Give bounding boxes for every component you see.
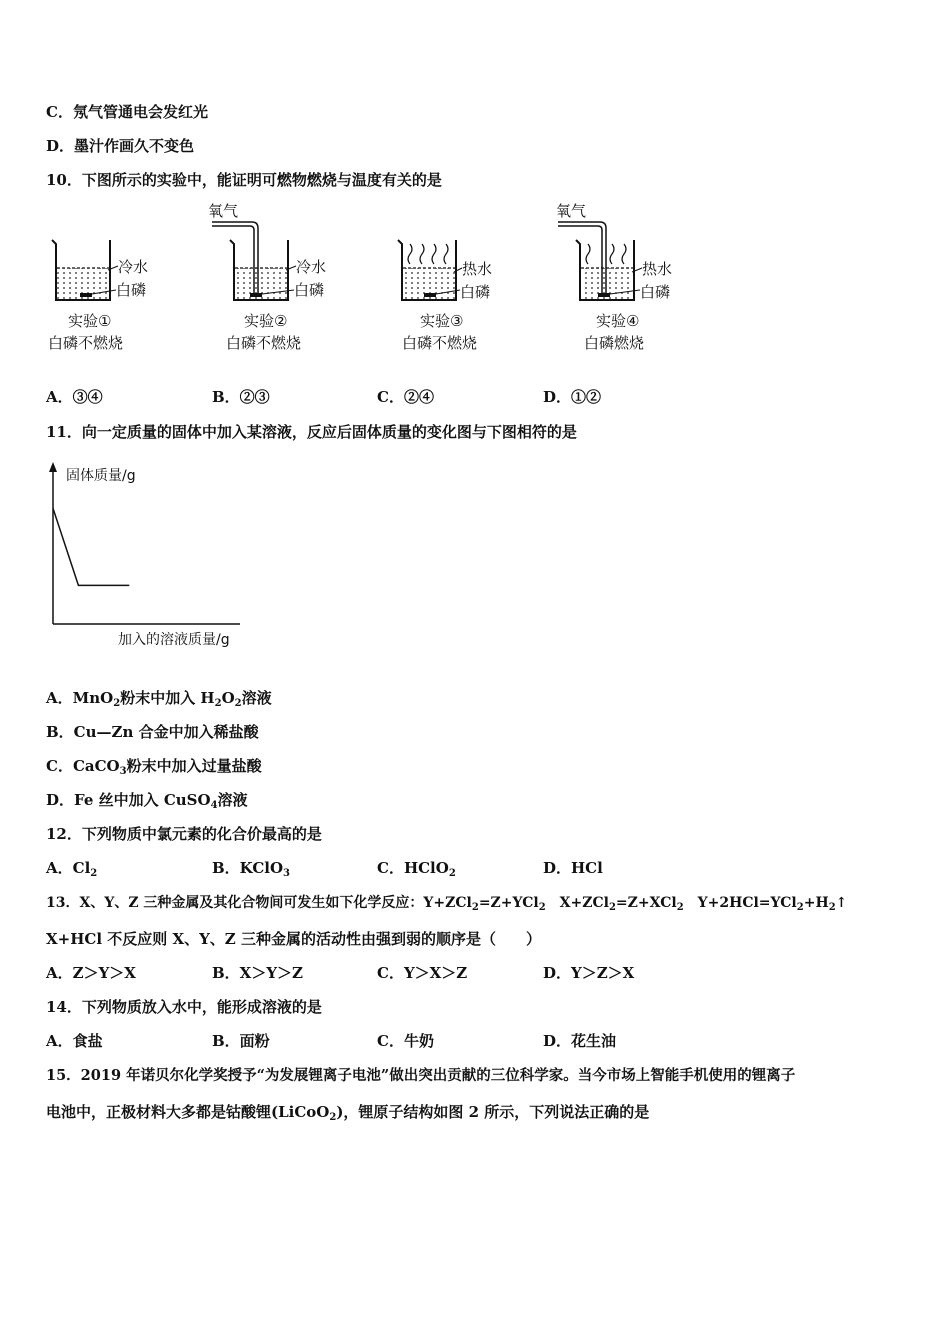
beaker-1 [48,240,148,352]
label-cold-water-2: 冷水 [296,258,327,276]
label-hot-water-4: 热水 [642,260,673,278]
steam-icon [408,244,448,264]
label-oxygen-2: 氧气 [208,202,239,220]
label-result-1: 白磷不燃烧 [48,334,124,352]
label-white-phosphorus-3: 白磷 [460,283,491,301]
q10-stem: 10．下图所示的实验中，能证明可燃物燃烧与温度有关的是 [46,171,442,189]
label-white-phosphorus-2: 白磷 [294,281,325,299]
q14-option-b: B．面粉 [212,1032,270,1050]
label-white-phosphorus-4: 白磷 [640,283,671,301]
q14-option-a: A．食盐 [46,1032,103,1050]
q11-stem: 11．向一定质量的固体中加入某溶液，反应后固体质量的变化图与下图相符的是 [46,423,577,441]
q12-stem: 12．下列物质中氯元素的化合价最高的是 [46,825,322,843]
q11-chart [40,456,260,656]
q13-option-b: B．X＞Y＞Z [212,964,303,982]
q11-option-b: B．Cu—Zn 合金中加入稀盐酸 [46,723,259,741]
q12-option-a: A．$Cl_2$ [46,859,98,879]
q10-option-d: D．①② [543,388,602,406]
white-phosphorus-mark [80,293,92,297]
white-phosphorus-mark [424,293,436,297]
label-result-2: 白磷不燃烧 [226,334,302,352]
white-phosphorus-mark [250,293,262,297]
q10-option-c: C．②④ [377,388,434,406]
y-axis-arrow-icon [49,462,57,472]
beaker-4 [556,202,672,352]
q12-option-d: D．HCl [543,859,603,877]
q14-option-d: D．花生油 [543,1032,617,1050]
q12-option-b: B．KClO$_3$ [212,859,290,879]
label-exp-4: 实验④ [596,312,640,330]
solid-mass-line [53,508,129,585]
q13-stem-line2: X+HCl 不反应则 X、Y、Z 三种金属的活动性由强到弱的顺序是（ ） [46,930,541,948]
q14-option-c: C．牛奶 [377,1032,434,1050]
q11-option-a: A．MnO$_2$粉末中加入 $H_2O_2$溶液 [46,689,272,709]
beaker-2 [208,202,326,352]
label-exp-3: 实验③ [420,312,464,330]
q10-experiment-figure [44,196,704,356]
label-oxygen-4: 氧气 [556,202,587,220]
label-result-3: 白磷不燃烧 [402,334,478,352]
q13-option-a: A．Z＞Y＞X [46,964,136,982]
label-cold-water-1: 冷水 [118,258,149,276]
q9-option-d: D．墨汁作画久不变色 [46,137,195,155]
q11-option-d: D．Fe 丝中加入 CuSO$_4$溶液 [46,791,248,811]
label-exp-1: 实验① [68,312,112,330]
label-result-4: 白磷燃烧 [584,334,645,352]
q10-option-a: A．③④ [46,388,103,406]
q13-option-c: C．Y＞X＞Z [377,964,468,982]
q14-stem: 14．下列物质放入水中，能形成溶液的是 [46,998,322,1016]
q15-line1: 15．2019 年诺贝尔化学奖授予“为发展锂离子电池”做出突出贡献的三位科学家。当今市场上智能手机使用的锂离子 [46,1067,796,1084]
label-hot-water-3: 热水 [462,260,493,278]
q13-stem-line1: 13．X、Y、Z 三种金属及其化合物间可发生如下化学反应：Y+ZCl$_2$=Z+YCl$_2$ X+ZCl$_2$=Z+XCl$_2$ $Y+2HCl=YCl_2+H_2↑$ [46,895,848,913]
q13-option-d: D．Y＞Z＞X [543,964,635,982]
white-phosphorus-mark [598,293,610,297]
beaker-3 [398,240,492,352]
q12-option-c: C．HClO$_2$ [377,859,456,879]
label-exp-2: 实验② [244,312,288,330]
label-white-phosphorus-1: 白磷 [116,281,147,299]
q10-option-b: B．②③ [212,388,270,406]
y-axis-label: 固体质量/g [66,468,136,484]
q9-option-c: C．氖气管通电会发红光 [46,103,208,121]
q15-line2: 电池中，正极材料大多都是钴酸锂(LiCoO$_2$)，锂原子结构如图 2 所示，下列说法正确的是 [46,1103,650,1123]
q11-option-c: C．CaCO$_3$粉末中加入过量盐酸 [46,757,262,777]
x-axis-label: 加入的溶液质量/g [118,632,230,648]
